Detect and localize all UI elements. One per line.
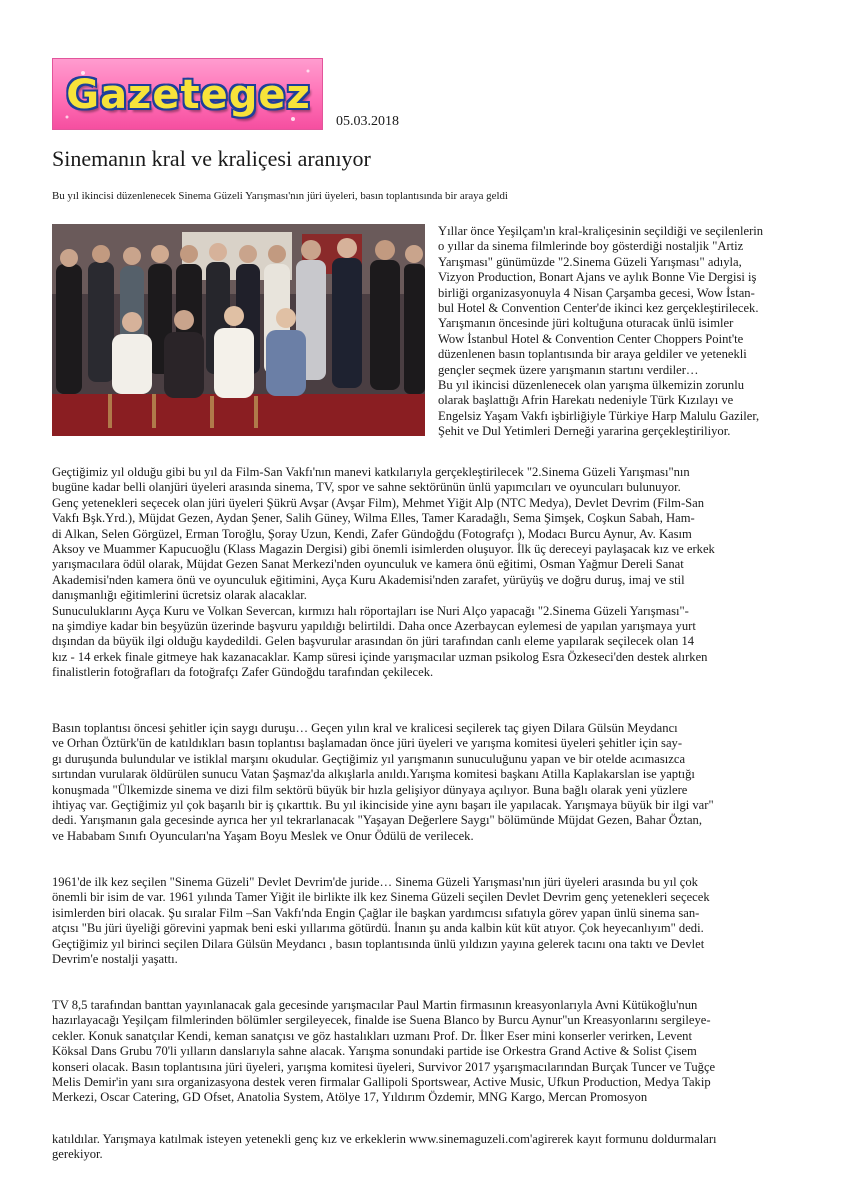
article-line: Vakfı Bşk.Yrd.), Müjdat Gezen, Aydan Şener, Salih Güney, Wilma Elles, Tamer Karadağlı, Sema Şimşek, Coşkun Sabah, Ham- bbox=[52, 511, 695, 526]
right-column-line: Yarışmanın öncesinde jüri koltuğuna oturacak ünlü isimler bbox=[438, 316, 734, 331]
article-line: cekler. Konuk sanatçılar Kendi, keman sanatçısı ve göz hastalıkları uzmanı Prof. Dr. İlker Eser mini konserler verirken, Levent bbox=[52, 1028, 692, 1043]
right-column-line: o yıllar da sinema filmlerinde boy gösterdiği nostaljik "Artiz bbox=[438, 239, 744, 254]
article-line: finalistlerin fotoğrafları da fotoğrafçı Zafer Gündoğdu tarafından çekilecek. bbox=[52, 665, 434, 680]
right-column-line: Yıllar önce Yeşilçam'ın kral-kraliçesinin seçildiği ve seçilenlerin bbox=[438, 224, 764, 238]
article-line: Aksoy ve Muammer Kapucuoğlu (Klass Magazin Dergisi) gibi önemli isimlerden oluşuyor. İlk üç dereceyi paylaşacak kız ve erkek bbox=[52, 542, 715, 556]
article-line: Köksal Dans Grubu 70'li yılların danslarıyla sahne alacak. Yarışma sonundaki partide ise Orkestra Grand Active & Solist Çisem bbox=[52, 1044, 697, 1059]
article-line: Sunuculuklarını Ayça Kuru ve Volkan Severcan, kırmızı halı röportajları ise Nuri Alço yapacağı "2.Sinema Güzeli Yarışması"- bbox=[52, 603, 689, 618]
right-column-line: olarak başlattığı Afrin Harekatı nedeniyle Türk Kızılayı ve bbox=[438, 393, 734, 408]
article-line: dışından da büyük ilgi olduğu kaydedildi. Gelen başvurular arasından ön jüri tarafından canlı eleme yapılarak seçilecek olan 14 bbox=[52, 634, 695, 649]
article-subheadline: Bu yıl ikincisi düzenlenecek Sinema Güzeli Yarışması'nın jüri üyeleri, basın toplantısında bir araya geldi bbox=[52, 190, 508, 202]
article-line: Devrim'e nostalji yaşattı. bbox=[52, 952, 178, 966]
article-line: Melis Demir'in yanı sıra organizasyona destek veren firmalar Gallipoli Sportswear, Active Music, Ufkun Production, Medya Takip bbox=[52, 1075, 711, 1089]
article-line: na şimdiye kadar bin beşyüzün üzerinde başvuru yapıldığı belirtildi. Daha once Azerbaycan eylemesi de yapılan yarışmaya yurt bbox=[52, 619, 696, 633]
article-line: yarışmacılara ödül olarak, Müjdat Gezen Sanat Merkezi'nden oyunculuk ve kamera önü eğitimi, Osman Yağmur Dereli Sanat bbox=[52, 557, 684, 572]
article-line: Geçtiğimiz yıl olduğu gibi bu yıl da Film-San Vakfı'nın manevi katkılarıyla gerçekleştirilecek "2.Sinema Güzeli Yarışması"nın bbox=[52, 465, 690, 479]
article-line: konseri olacak. Basın toplantısına jüri üyeleri, yarışma komitesi üyeleri, Survivor 2017 yşarışmacılarından Burçak Tuncer ve Tuğçe bbox=[52, 1059, 716, 1074]
group-photo-illustration bbox=[52, 224, 425, 436]
right-column-line: Vizyon Production, Bonart Ajans ve aylık Bonne Vie Dergisi iş bbox=[438, 270, 757, 285]
article-line: di Alkan, Selen Görgüzel, Erman Toroğlu, Şoray Uzun, Kendi, Zafer Gündoğdu (Fotografçı ), Modacı Burcu Aynur, Av. Kasım bbox=[52, 526, 692, 541]
gazetegez-logo bbox=[52, 58, 323, 130]
article-line: dedi. Yarışmanın gala gecesinde ayrıca her yıl tekrarlanacak "Yaşayan Değerlere Saygı" bölümünde Müjdat Gezen, Bahar Öztan, bbox=[52, 813, 703, 828]
right-column-line: Şehit ve Dul Yetimleri Derneği yararina gerçekleştiriliyor. bbox=[438, 424, 731, 439]
right-column-line: Bu yıl ikincisi düzenlenecek olan yarışma ülkemizin zorunlu bbox=[438, 378, 745, 392]
article-line: hazırlayacağı Yeşilçam filmlerinden bölümler sergileyecek, finalde ise Suena Blanco by Burcu Aynur"un Kreasyonlarını sergileye- bbox=[52, 1013, 711, 1028]
right-column-line: birliği organizasyonuyla 4 Nisan Çarşamba gecesi, Wow İstan- bbox=[438, 285, 755, 300]
right-column-line: düzenlenen basın toplantısında bir araya geldiler ve yetenekli bbox=[438, 347, 747, 362]
right-column-line: Wow İstanbul Hotel & Convention Center Choppers Point'te bbox=[438, 331, 744, 346]
article-line: Basın toplantısı öncesi şehitler için saygı duruşu… Geçen yılın kral ve kralicesi seçilerek taç giyen Dilara Gülsün Meydancı bbox=[52, 721, 678, 735]
article-line: Merkezi, Oscar Catering, GD Ofset, Anatolia System, Atölye 17, Yıldırım Özdemir, MNG Kargo, Mercan Promosyon bbox=[52, 1090, 648, 1105]
right-column-line: bul Hotel & Convention Center'de ikinci kez gerçekleştirilecek. bbox=[438, 301, 759, 315]
article-line: isimlerden biri olacak. Şu sıralar Film –San Vakfı'nda Engin Çağlar ile başkan yardımcısı sıfatıyla görev yapan ünlü sinema san- bbox=[52, 905, 700, 920]
article-headline: Sinemanın kral ve kraliçesi aranıyor bbox=[52, 146, 371, 171]
article-line: TV 8,5 tarafından banttan yayınlanacak gala gecesinde yarışmacılar Paul Martin firmasının kreasyonlarıyla Avni Kütükoğlu'nun bbox=[52, 998, 698, 1012]
article-line: gı duruşunda bulundular ve istiklal marşını okudular. Geçtiğimiz yıl yarışmanın sunuculuğunu yapan ve bir otelde acımasızca bbox=[52, 751, 686, 766]
article-line: bugüne kadar belli olanjüri üyeleri arasında sinema, TV, spor ve sahne sektörünün ünlü yapımcıları ve oyuncuları bulunuyor. bbox=[52, 480, 681, 495]
article-line: gerekiyor. bbox=[52, 1147, 103, 1162]
article-line: Genç yetenekleri seçecek olan jüri üyeleri Şükrü Avşar (Avşar Film), Mehmet Yiğit Alp (NTC Medya), Devlet Devrim (Film-San bbox=[52, 495, 705, 510]
article-line: kız - 14 erkek finale gitmeye hak kazanacaklar. Kamp süresi içinde yarışmacılar uzman psikolog Esra Özkeseci'den destek alırken bbox=[52, 649, 708, 664]
article-line: danışmanlığı eğitimlerini ücretsiz olarak alacaklar. bbox=[52, 588, 307, 603]
article-line: katıldılar. Yarışmaya katılmak isteyen yetenekli genç kız ve erkeklerin www.sinemaguzeli.com'agirerek kayıt formunu doldurmaları bbox=[52, 1132, 717, 1146]
article-line: Akademisi'nden kamera önü ve oyunculuk eğitimini, Ayça Kuru Akademisi'nden zarafet, yürüyüş ve doğru duruş, imaj ve stil bbox=[52, 572, 685, 587]
right-column-line: gençler seçmek üzere yarışmanın startını verdiler… bbox=[438, 362, 699, 377]
article-line: sırtından vurularak öldürülen sunucu Vatan Şaşmaz'da alkışlarla anıldı.Yarışma komitesi başkanı Atilla Kaplakarslan ise yaptığı bbox=[52, 767, 695, 782]
article-line: ve Hababam Sınıfı Oyuncuları'na Yaşam Boyu Meslek ve Onur Ödülü de verilecek. bbox=[52, 828, 474, 843]
article-line: konuşmada "Ülkemizde sinema ve dizi film sektörü büyük bir hızla gelişiyor dünyaya açılıyor. Buna bağlı olarak yeni yüzlere bbox=[52, 782, 688, 797]
right-column-line: Yarışması" günümüzde "2.Sinema Güzeli Yarışması" adıyla, bbox=[438, 254, 742, 269]
article-line: atçısı "Bu jüri üyeliği görevini yapmak beni eski yıllarıma götürdü. İnanın şu anda kalbin küt küt atıyor. Çok heyecanlıyım" dedi. bbox=[52, 921, 704, 936]
publication-date: 05.03.2018 bbox=[336, 114, 399, 129]
article-line: 1961'de ilk kez seçilen "Sinema Güzeli" Devlet Devrim'de juride… Sinema Güzeli Yarışması'nın jüri üyeleri arasında bu yıl çok bbox=[52, 875, 698, 889]
article-line: ve Orhan Öztürk'ün de katıldıkları basın toplantısı başlamadan önce jüri üyeleri ve yarışma komitesi üyeleri şehitler için say- bbox=[52, 736, 683, 751]
article-line: ihtiyaç var. Geçtiğimiz yıl çok başarılı bir iş çıkarttık. Bu yıl ikinciside yine aynı başarı ile yapılacak. Yarışmaya büyük bir ilgi var" bbox=[52, 798, 714, 812]
press-conference-photo bbox=[52, 224, 425, 436]
right-column-line: Engelsiz Yaşam Vakfı işbirliğiyle Türkiye Harp Malulu Gaziler, bbox=[438, 408, 760, 423]
logo-text: Gazetegez bbox=[66, 72, 311, 118]
article-line: önemli bir isim de var. 1961 yılında Tamer Yiğit ile birlikte ilk kez Sinema Güzeli seçilen Devlet Devrim genç yetenekleri seçecek bbox=[52, 890, 710, 905]
article-line: Geçtiğimiz yıl birinci seçilen Dilara Gülsün Meydancı , basın toplantısında ünlü yıldızın yayına gelerek tacını ona taktı ve Devlet bbox=[52, 936, 705, 951]
